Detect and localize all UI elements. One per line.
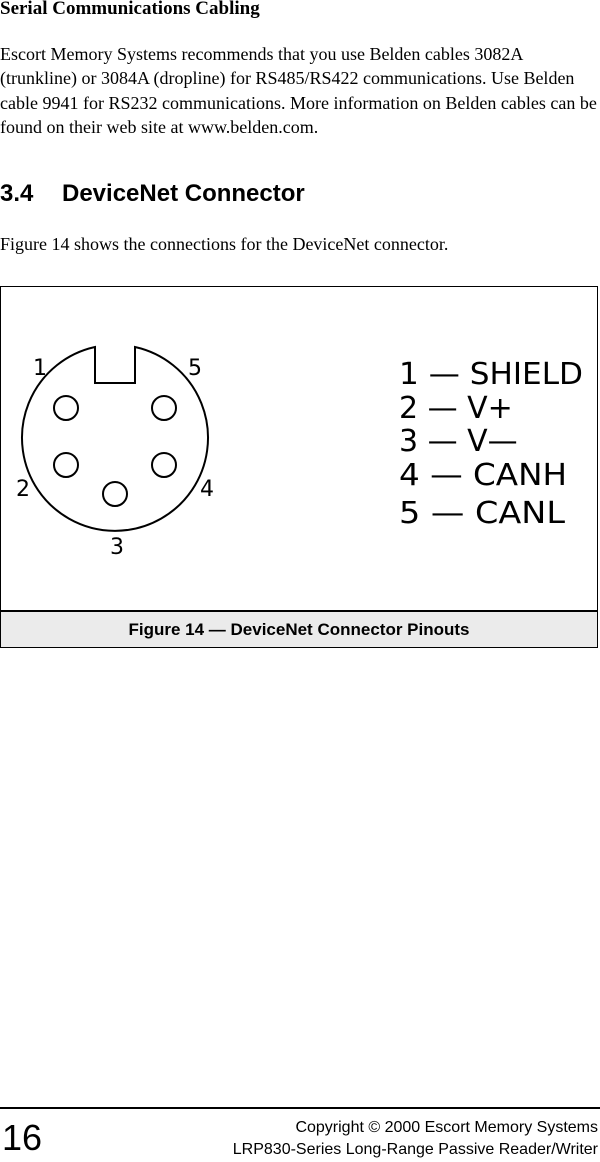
pinout-line: 5 — CANL: [399, 496, 566, 531]
page-number: 16: [2, 1117, 43, 1158]
pin-4-hole: [152, 453, 176, 477]
pin-1-hole: [54, 396, 78, 420]
pin-label: 2: [16, 477, 30, 502]
cabling-paragraph: Escort Memory Systems recommends that you use Belden cables 3082A (trunkline) or 3084A (dropline) for RS485/RS422 communications. Use Belden cable 9941 for RS232 communications. More information on Belden cables can be found on their web site at www.belden.com.: [0, 44, 597, 138]
connector-outline: [22, 347, 208, 531]
pin-label: 5: [188, 356, 202, 381]
footer-divider: [0, 1107, 600, 1109]
pin-2-hole: [54, 453, 78, 477]
product-line: LRP830-Series Long-Range Passive Reader/Writer: [232, 1141, 598, 1158]
figure-body: [1, 287, 597, 612]
pinout-line: 2 — V+: [399, 391, 513, 426]
footer-info: [233, 1117, 598, 1161]
pin-label: 4: [200, 477, 214, 502]
pin-label: 3: [110, 535, 124, 560]
pinout-line: 4 — CANH: [399, 458, 567, 493]
section-title: DeviceNet Connector: [62, 180, 305, 207]
section-heading: [0, 180, 305, 208]
pinout-line: 3 — V—: [399, 424, 518, 459]
figure-14: [0, 286, 598, 648]
pinout-line: 1 — SHIELD: [399, 357, 583, 392]
subheading: Serial Communications Cabling: [0, 0, 260, 19]
pin-3-hole: [103, 482, 127, 506]
section-number: 3.4: [0, 180, 34, 207]
copyright-line: Copyright © 2000 Escort Memory Systems: [295, 1119, 598, 1136]
connector-diagram: [1, 287, 597, 610]
figure-caption: Figure 14 — DeviceNet Connector Pinouts: [1, 612, 597, 647]
pin-5-hole: [152, 396, 176, 420]
figure-intro-paragraph: Figure 14 shows the connections for the DeviceNet connector.: [0, 234, 449, 254]
pin-label: 1: [33, 356, 47, 381]
